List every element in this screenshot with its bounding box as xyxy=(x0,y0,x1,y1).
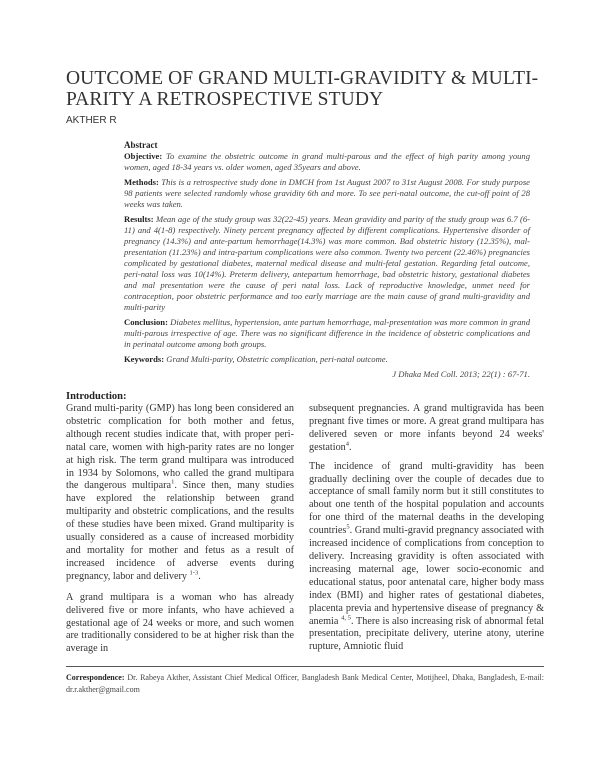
footnote-divider xyxy=(66,666,544,667)
abstract-results xyxy=(124,214,530,313)
text: The incidence of grand multi-gravidity has been gradually declining over the couple of decades due to acceptance of small family norm but it still constitutes to about one tenth of the hospital population and accounts for one third of the maternal deaths in the developing countries xyxy=(309,460,544,537)
paragraph xyxy=(66,403,294,584)
abstract-heading: Abstract xyxy=(124,140,158,150)
abstract-conclusion xyxy=(124,317,530,350)
text: . Grand multi-gravid pregnancy associated with increased incidence of complications from conception to delivery. Increasing gravidity is often associated with increasing maternal age, lower socio-economic and educational status, poor antenatal care, higher body mass index (BMI) and higher rates of gestational diabetes, placenta previa and hypertensive disease of pregnancy & anemia xyxy=(309,525,544,627)
objective-label: Objective: xyxy=(124,151,163,161)
correspondence-text: Dr. Rabeya Akther, Assistant Chief Medical Officer, Bangladesh Bank Medical Center, Motijheel, Dhaka, Bangladesh, E-mail: dr.r.akther@gmail.com xyxy=(66,673,544,694)
paragraph: A grand multipara is a woman who has already delivered five or more infants, who have achieved a gestational age of 24 weeks or more, and such women are traditionally considered to be at higher risk than the average in xyxy=(66,591,294,655)
methods-text: This is a retrospective study done in DMCH from 1st August 2007 to 31st August 2008. For study purpose 98 patients were selected randomly whose gravidity 6th and more. To see peri-natal outcome, the cut-off point of 28 weeks was taken. xyxy=(124,177,530,209)
abstract xyxy=(124,139,530,380)
conclusion-label: Conclusion: xyxy=(124,317,168,327)
author: AKTHER R xyxy=(66,115,117,126)
journal-citation: J Dhaka Med Coll. 2013; 22(1) : 67-71. xyxy=(392,369,530,379)
conclusion-text: Diabetes mellitus, hypertension, ante partum hemorrhage, mal-presentation was more common in grand multi-parous irrespective of age. There was no significant difference in the incidence of obstetric complications and in perinatal outcome among both groups. xyxy=(124,317,530,349)
text: . There is also increasing risk of abnormal fetal presentation, precipitate delivery, uterine atony, uterine rupture, Amniotic fluid xyxy=(309,615,544,653)
text: . xyxy=(198,570,201,582)
citation-ref: 1 xyxy=(171,479,175,487)
correspondence xyxy=(66,672,544,695)
introduction-heading: Introduction: xyxy=(66,391,127,402)
left-column xyxy=(66,390,294,660)
text: Grand multi-parity (GMP) has long been considered an obstetric complication for both mother and fetus, although recent studies indicate that, with proper peri-natal care, women with high-parity rates are no longer at high risk. The term grand multipara was introduced in 1934 by Solomons, who called the grand multipara the dangerous multipara xyxy=(66,403,294,492)
text: . Since then, many studies have explored the relationship between grand multiparity and obstetric complications, and the results of these studies have been mixed. Grand multiparity is usually considered as a cause of increased morbidity and mortality for mother and fetus as a result of increased incidence of adverse events during pregnancy, labor and delivery xyxy=(66,480,295,582)
citation-ref: 4, 5 xyxy=(341,614,351,622)
text: subsequent pregnancies. A grand multigravida has been pregnant five times or more. A great grand multipara has delivered seven or more infants beyond 24 weeks' gestation xyxy=(309,403,544,453)
keywords-text: Grand Multi-parity, Obstetric complication, peri-natal outcome. xyxy=(166,354,388,364)
citation-ref: 5 xyxy=(346,523,350,531)
abstract-objective xyxy=(124,151,530,173)
right-column xyxy=(309,390,544,660)
paragraph xyxy=(309,403,544,455)
results-text: Mean age of the study group was 32(22-45) years. Mean gravidity and parity of the study group was 6.7 (6-11) and 4(1-8) respectively. Ninety percent pregnancy affected by different complications. Hypertensive disorder of pregnancy (14.3%) and ante-partum hemorrhage(14.3%) was more common. Bad obstetric history (12.35%), mal-presentation (11.23%) and intra-partum complications were also common. Twenty two percent (22.46%) pregnancies complicated by gestational diabetes, maternal medical disease and multi-fetal gestation. Regarding fetal outcome, peri-natal loss was 10(14%). Preterm delivery, antepartum hemorrhage, bad obstetric history, gestational diabetes and mal presentation were the cause of peri natal loss. Lack of reproductive knowledge, unmet need for contraception, poor obstetric performance and too early marriage are the main cause of grand multi-gravidity and multi-parity xyxy=(124,214,530,312)
objective-text: To examine the obstetric outcome in grand multi-parous and the effect of high parity among young women, aged 18-34 years vs. older women, aged 35years and above. xyxy=(124,151,531,172)
article-title: OUTCOME OF GRAND MULTI-GRAVIDITY & MULTI-PARITY A RETROSPECTIVE STUDY xyxy=(66,68,539,110)
methods-label: Methods: xyxy=(124,177,159,187)
text: . xyxy=(349,441,352,453)
keywords-label: Keywords: xyxy=(124,354,165,364)
paragraph xyxy=(309,461,544,655)
abstract-methods xyxy=(124,177,530,210)
body-columns xyxy=(66,390,544,660)
correspondence-label: Correspondence: xyxy=(66,673,125,683)
citation-ref: 4 xyxy=(345,440,350,448)
citation-ref: 1-3 xyxy=(189,569,199,577)
abstract-keywords xyxy=(124,354,530,365)
results-label: Results: xyxy=(124,214,154,224)
